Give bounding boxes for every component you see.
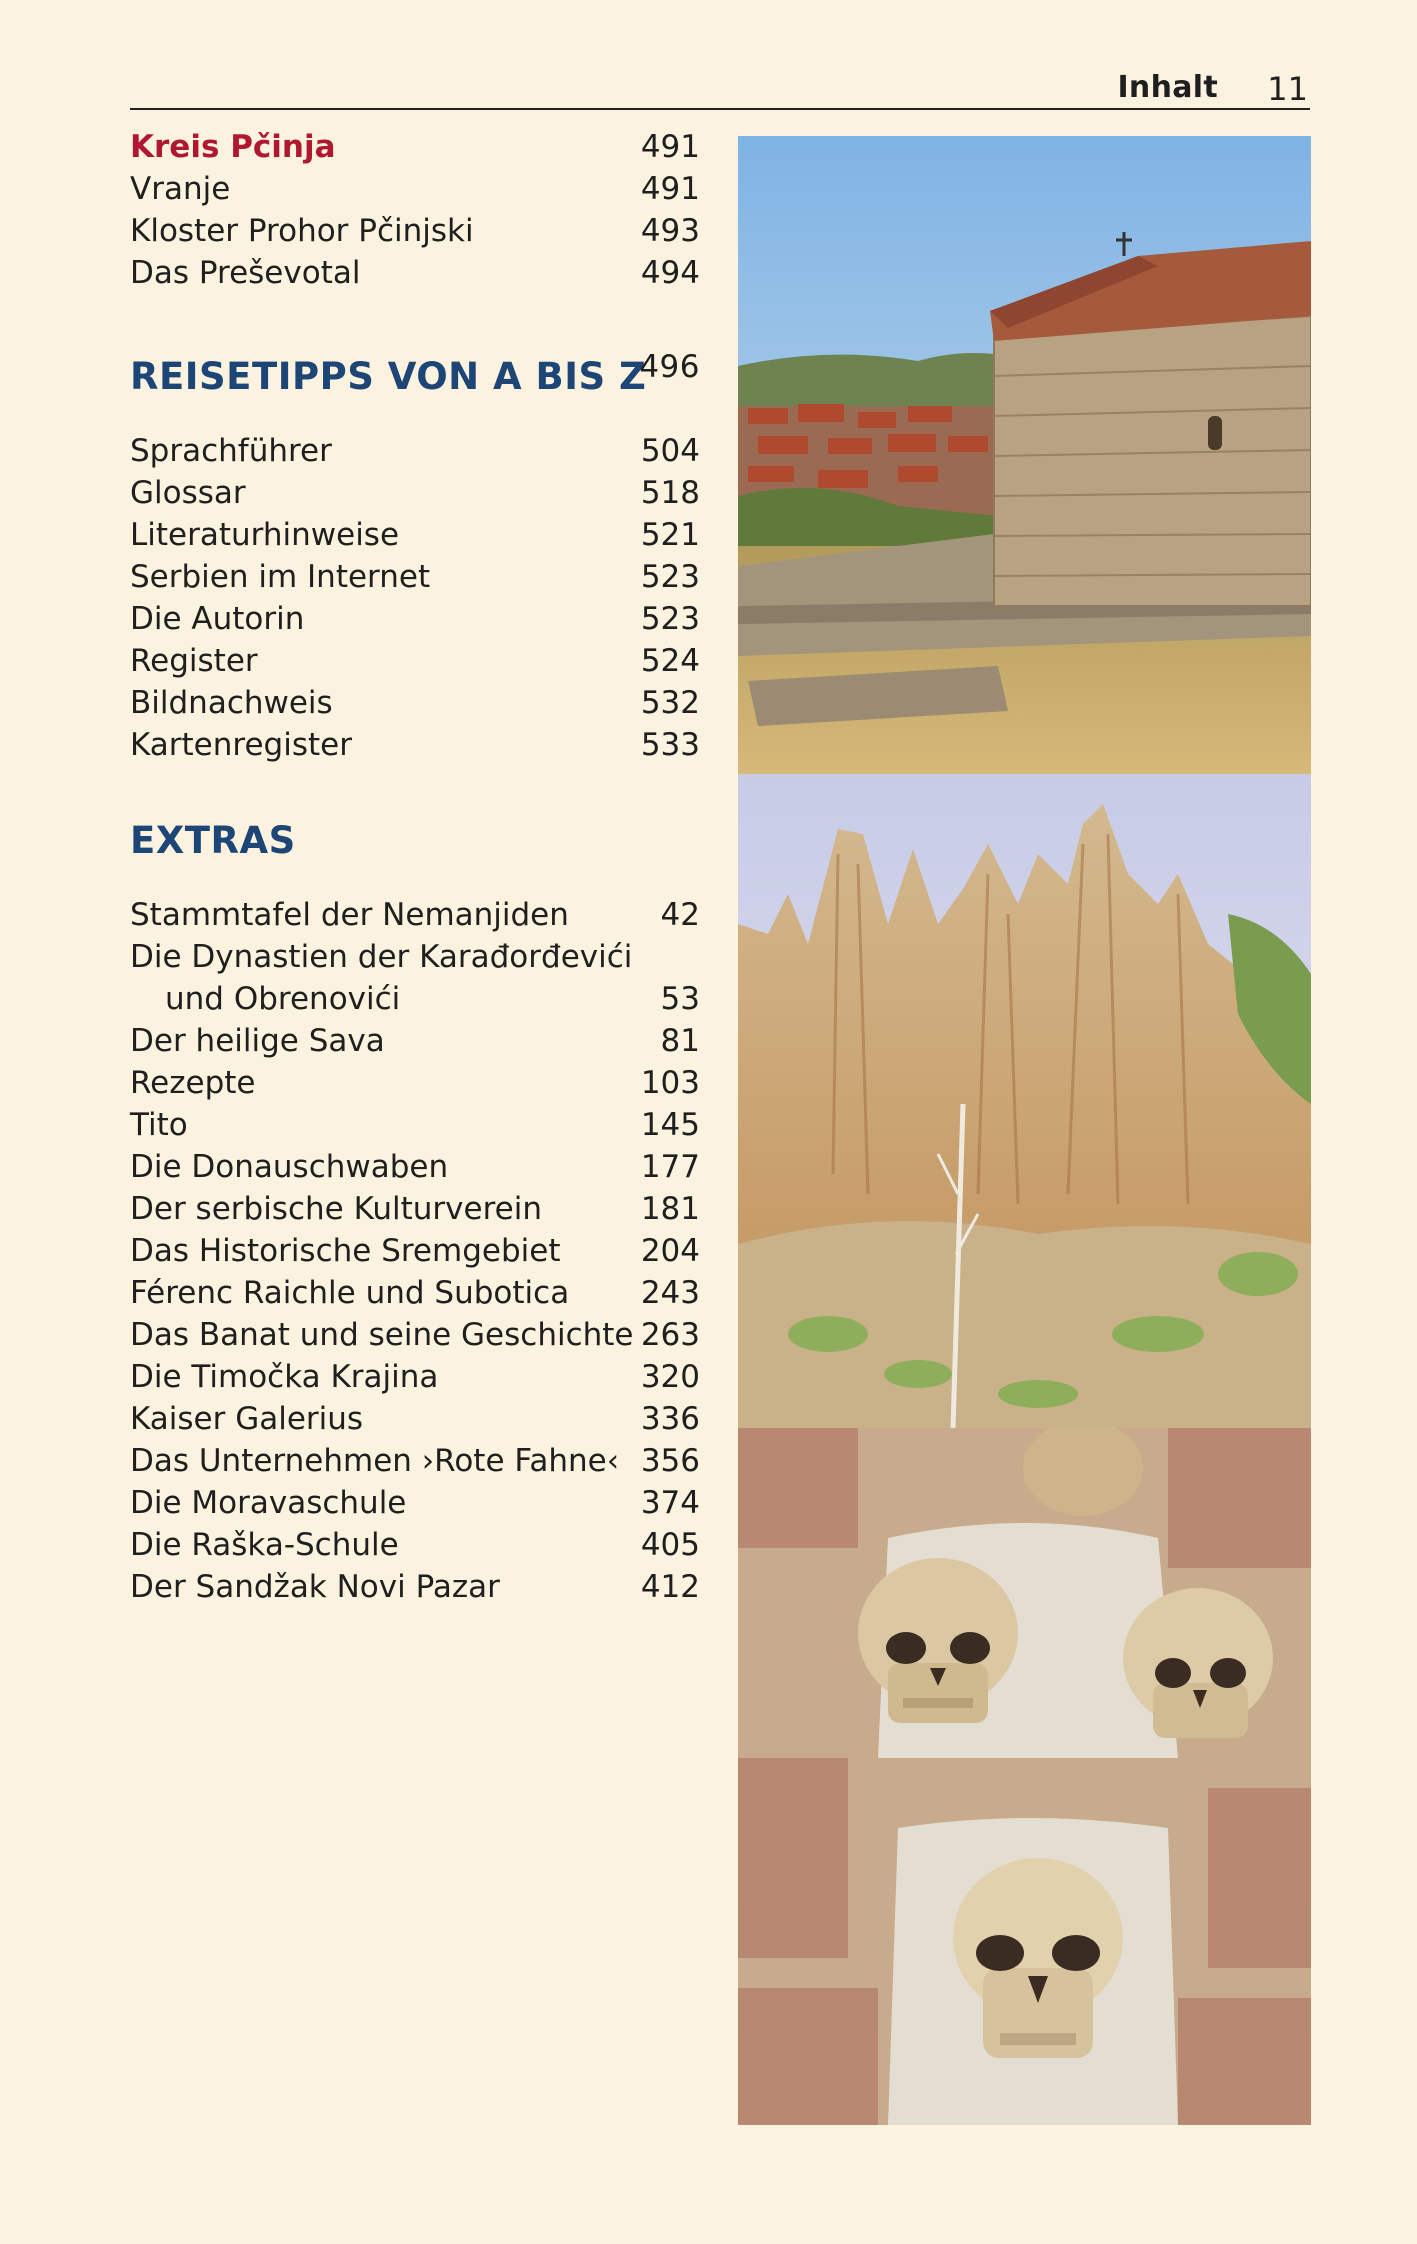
toc-entry[interactable]: [130, 1482, 700, 1524]
toc-entry-title: Das Historische Sremgebiet: [130, 1233, 561, 1269]
toc-entry-page: 103: [640, 1065, 700, 1101]
section-heading-extras[interactable]: [130, 812, 700, 870]
toc-entry-title: Bildnachweis: [130, 685, 333, 721]
toc-entry-page: 181: [640, 1191, 700, 1227]
toc-entry-page: 374: [640, 1485, 700, 1521]
toc-entry-title: Kloster Prohor Pčinjski: [130, 213, 474, 249]
toc-entry[interactable]: [130, 1356, 700, 1398]
toc-entry[interactable]: [130, 1188, 700, 1230]
toc-entry[interactable]: [130, 168, 700, 210]
toc-entry-title: Tito: [130, 1107, 188, 1143]
toc-entry-page: 336: [640, 1401, 700, 1437]
toc-entry-title: Das Unternehmen ›Rote Fahne‹: [130, 1443, 620, 1479]
toc-entry[interactable]: [130, 472, 700, 514]
toc-entry[interactable]: [130, 1272, 700, 1314]
toc-entry-page: 494: [640, 255, 700, 291]
toc-entry[interactable]: [130, 598, 700, 640]
section-heading-title: EXTRAS: [130, 819, 296, 862]
toc-entry-title: Kartenregister: [130, 727, 352, 763]
toc-entry-page: 523: [640, 601, 700, 637]
toc-entry-page: 263: [640, 1317, 700, 1353]
page-number: 11: [1267, 70, 1308, 108]
toc-entry[interactable]: [130, 1062, 700, 1104]
section-heading-title: REISETIPPS VON A BIS Z: [130, 355, 647, 398]
toc-entry-page: 204: [640, 1233, 700, 1269]
toc-entry-title: Férenc Raichle und Subotica: [130, 1275, 570, 1311]
section-title: Inhalt: [1117, 70, 1218, 105]
toc-entry[interactable]: [130, 1146, 700, 1188]
toc-entry-page: 533: [640, 727, 700, 763]
spacer: [130, 870, 700, 894]
toc-entry[interactable]: [130, 556, 700, 598]
toc-entry-title: Das Preševotal: [130, 255, 361, 291]
toc-entry[interactable]: [130, 1230, 700, 1272]
toc-entry[interactable]: [130, 1566, 700, 1608]
toc-entry-page: 145: [640, 1107, 700, 1143]
toc-entry-title: Die Timočka Krajina: [130, 1359, 439, 1395]
toc-entry-page: 504: [640, 433, 700, 469]
toc-entry[interactable]: [130, 640, 700, 682]
photo-earth-pyramids: [738, 774, 1311, 1428]
toc-entry-page: 523: [640, 559, 700, 595]
toc-entry-title: Register: [130, 643, 258, 679]
toc-entry-page: 493: [640, 213, 700, 249]
toc-entry-page: 405: [640, 1527, 700, 1563]
toc-entry-title: Serbien im Internet: [130, 559, 431, 595]
toc-entry[interactable]: [130, 210, 700, 252]
toc-entry-page: 243: [640, 1275, 700, 1311]
toc-entry-page: 53: [660, 981, 700, 1017]
running-header: [130, 60, 1310, 110]
toc-entry-title: Der serbische Kulturverein: [130, 1191, 542, 1227]
toc-entry-title: Die Autorin: [130, 601, 305, 637]
toc-entry-title: Das Banat und seine Geschichte: [130, 1317, 634, 1353]
toc-entry-title: Die Raška-Schule: [130, 1527, 399, 1563]
toc-entry-title: Sprachführer: [130, 433, 332, 469]
toc-entry-page: 532: [640, 685, 700, 721]
toc-entry-page: 491: [640, 129, 700, 165]
toc-entry-page: 518: [640, 475, 700, 511]
toc-entry[interactable]: [130, 1524, 700, 1566]
toc-entry-title: Die Donauschwaben: [130, 1149, 449, 1185]
toc-entry-title: Literaturhinweise: [130, 517, 400, 553]
photo-column: [738, 136, 1311, 2125]
toc-entry[interactable]: [130, 1398, 700, 1440]
toc-entry-title: Die Dynastien der Karađorđevići: [130, 939, 633, 975]
table-of-contents: [130, 126, 700, 1608]
photo-skull-tower: [738, 1428, 1311, 2125]
toc-entry[interactable]: [130, 894, 700, 936]
toc-entry[interactable]: [130, 1104, 700, 1146]
toc-entry-page: 177: [640, 1149, 700, 1185]
toc-entry-title: Stammtafel der Nemanjiden: [130, 897, 569, 933]
toc-entry-page: 356: [640, 1443, 700, 1479]
toc-entry-page: 412: [640, 1569, 700, 1605]
toc-entry[interactable]: [130, 1314, 700, 1356]
toc-entry-title: Rezepte: [130, 1065, 256, 1101]
toc-entry[interactable]: [130, 514, 700, 556]
toc-entry-page: 320: [640, 1359, 700, 1395]
toc-entry-title: Kaiser Galerius: [130, 1401, 364, 1437]
toc-entry-page: 42: [660, 897, 700, 933]
toc-entry-title: Die Moravaschule: [130, 1485, 407, 1521]
toc-entry-page: 524: [640, 643, 700, 679]
toc-entry[interactable]: [130, 252, 700, 294]
toc-entry[interactable]: [130, 430, 700, 472]
toc-entry-page: 81: [660, 1023, 700, 1059]
toc-entry-title: Glossar: [130, 475, 246, 511]
toc-entry[interactable]: [130, 936, 700, 978]
toc-entry[interactable]: [130, 682, 700, 724]
toc-entry-title: Kreis Pčinja: [130, 129, 336, 165]
toc-entry-title: und Obrenovići: [165, 981, 401, 1017]
toc-entry-continuation[interactable]: [130, 978, 700, 1020]
toc-entry[interactable]: [130, 1440, 700, 1482]
section-heading-page: 496: [639, 349, 700, 385]
toc-entry-title: Vranje: [130, 171, 231, 207]
toc-entry[interactable]: [130, 724, 700, 766]
spacer: [130, 766, 700, 812]
toc-entry[interactable]: [130, 126, 700, 168]
section-heading-reisetipps[interactable]: [130, 348, 700, 406]
spacer: [130, 406, 700, 430]
toc-entry[interactable]: [130, 1020, 700, 1062]
toc-entry-title: Der Sandžak Novi Pazar: [130, 1569, 500, 1605]
toc-entry-page: 521: [640, 517, 700, 553]
spacer: [130, 294, 700, 348]
toc-entry-title: Der heilige Sava: [130, 1023, 385, 1059]
photo-stone-church: [738, 136, 1311, 774]
toc-entry-page: 491: [640, 171, 700, 207]
